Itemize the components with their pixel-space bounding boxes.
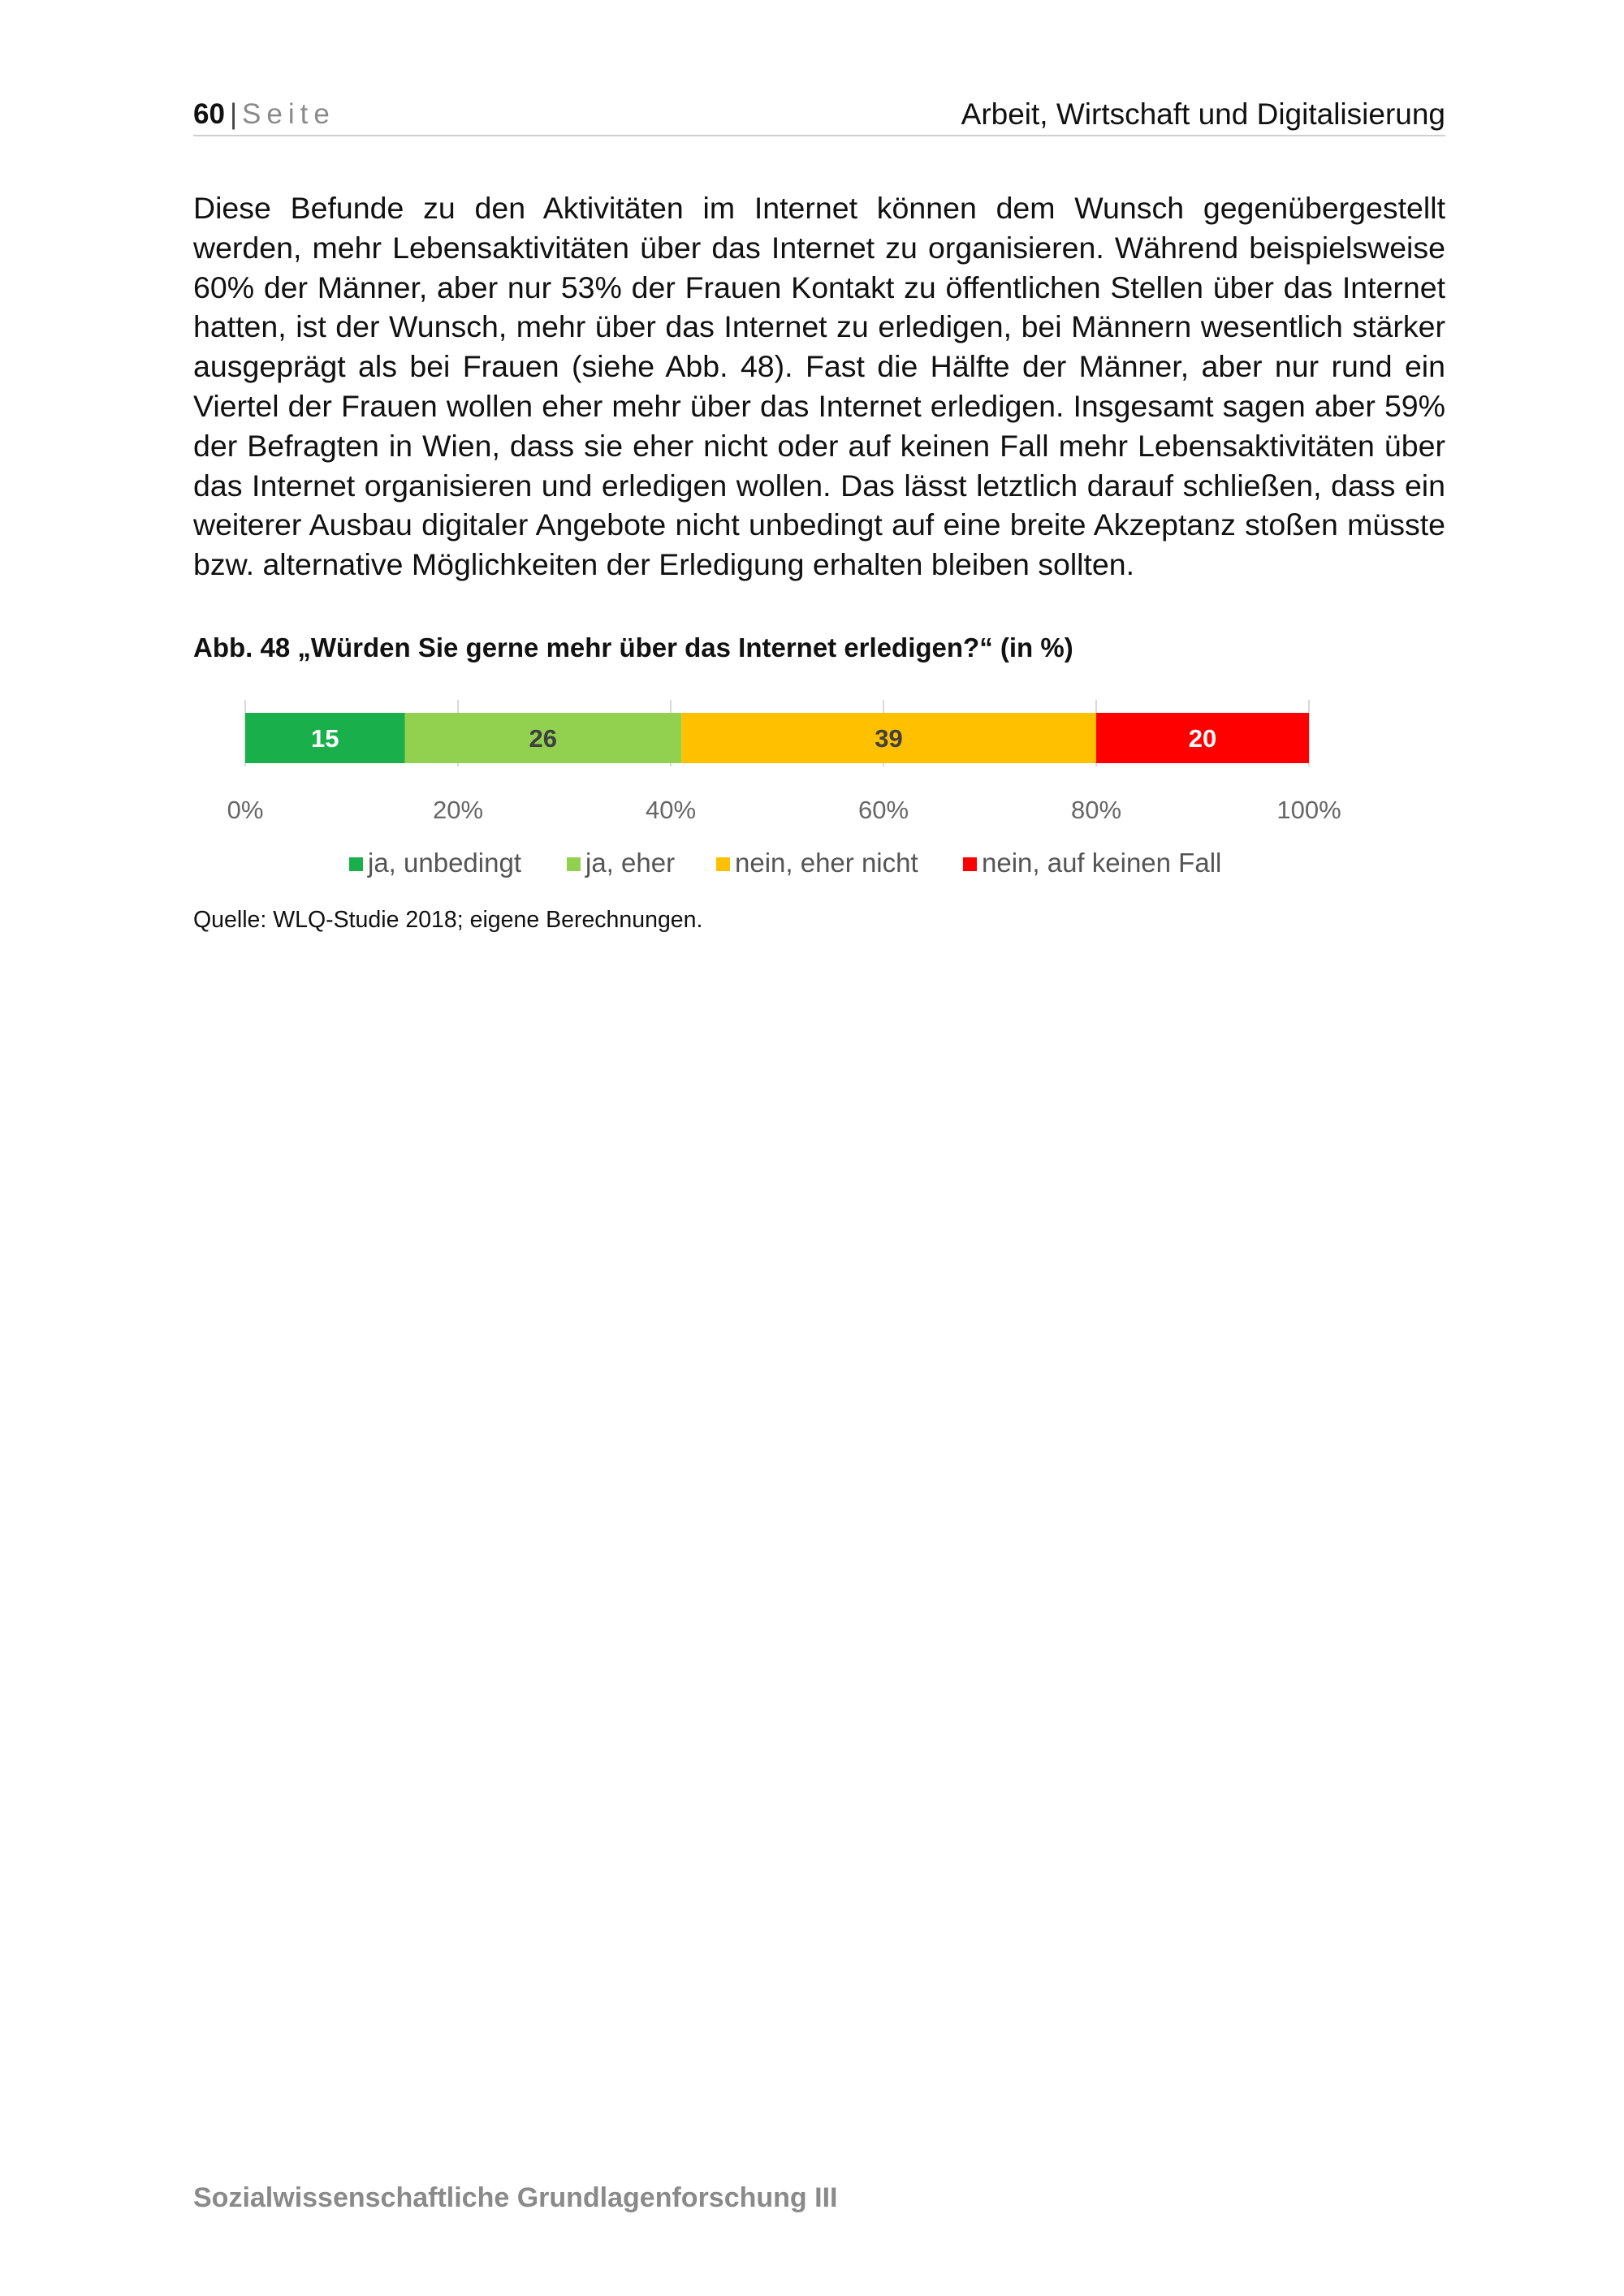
legend-label: ja, eher (585, 848, 676, 878)
x-tick-label: 20% (432, 796, 484, 824)
bar-value-label: 26 (529, 724, 558, 753)
page-footer: Sozialwissenschaftliche Grundlagenforschung III (193, 2182, 838, 2213)
figure-source: Quelle: WLQ-Studie 2018; eigene Berechnungen. (193, 907, 703, 933)
x-tick-label: 0% (227, 796, 264, 824)
legend-item (567, 843, 675, 883)
legend-item (716, 843, 918, 883)
x-tick-label: 40% (645, 796, 697, 824)
page-word: Seite (242, 98, 335, 130)
x-tick-label: 100% (1276, 796, 1341, 824)
legend-item (349, 843, 521, 883)
x-tick-label: 80% (1070, 796, 1122, 824)
legend-swatch (963, 857, 977, 871)
legend-item (963, 843, 1221, 883)
header-separator: | (229, 98, 238, 130)
legend-label: nein, auf keinen Fall (982, 848, 1222, 878)
bar-value-label: 15 (311, 724, 339, 753)
body-paragraph: Diese Befunde zu den Aktivitäten im Internet können dem Wunsch gegenübergestellt werden, mehr Lebensaktivitäten über das Internet zu organisieren. Während beispielsweise 60% der Männer, aber nur 53% der Frauen Kontakt zu öffentlichen Stellen über das Internet hatten, ist der Wunsch, mehr über das Internet zu erledigen, bei Männern wesentlich stärker ausgeprägt als bei Frauen (siehe Abb. 48). Fast die Hälfte der Männer, aber nur rund ein Viertel der Frauen wollen eher mehr über das Internet erledigen. Insgesamt sagen aber 59% der Befragten in Wien, dass sie eher nicht oder auf keinen Fall mehr Lebensaktivitäten über das Internet organisieren und erledigen wollen. Das lässt letztlich darauf schließen, dass ein weiterer Ausbau digitaler Angebote nicht unbedingt auf eine breite Akzeptanz stoßen müsste bzw. alternative Möglichkeiten der Erledigung erhalten bleiben sollten. (193, 191, 1445, 582)
bar-value-label: 39 (875, 724, 903, 753)
page-number: 60 (193, 98, 225, 130)
chart-legend (0, 843, 1624, 883)
legend-swatch (567, 857, 581, 871)
legend-swatch (716, 857, 730, 871)
legend-label: ja, unbedingt (368, 848, 521, 878)
stacked-bar-chart (0, 0, 1624, 844)
legend-swatch (349, 857, 363, 871)
figure-caption: Abb. 48 „Würden Sie gerne mehr über das Internet erledigen?“ (in %) (193, 632, 1073, 662)
x-tick-label: 60% (857, 796, 909, 824)
bar-value-label: 20 (1188, 724, 1217, 753)
legend-label: nein, eher nicht (735, 848, 918, 878)
section-title: Arbeit, Wirtschaft und Digitalisierung (961, 97, 1445, 131)
